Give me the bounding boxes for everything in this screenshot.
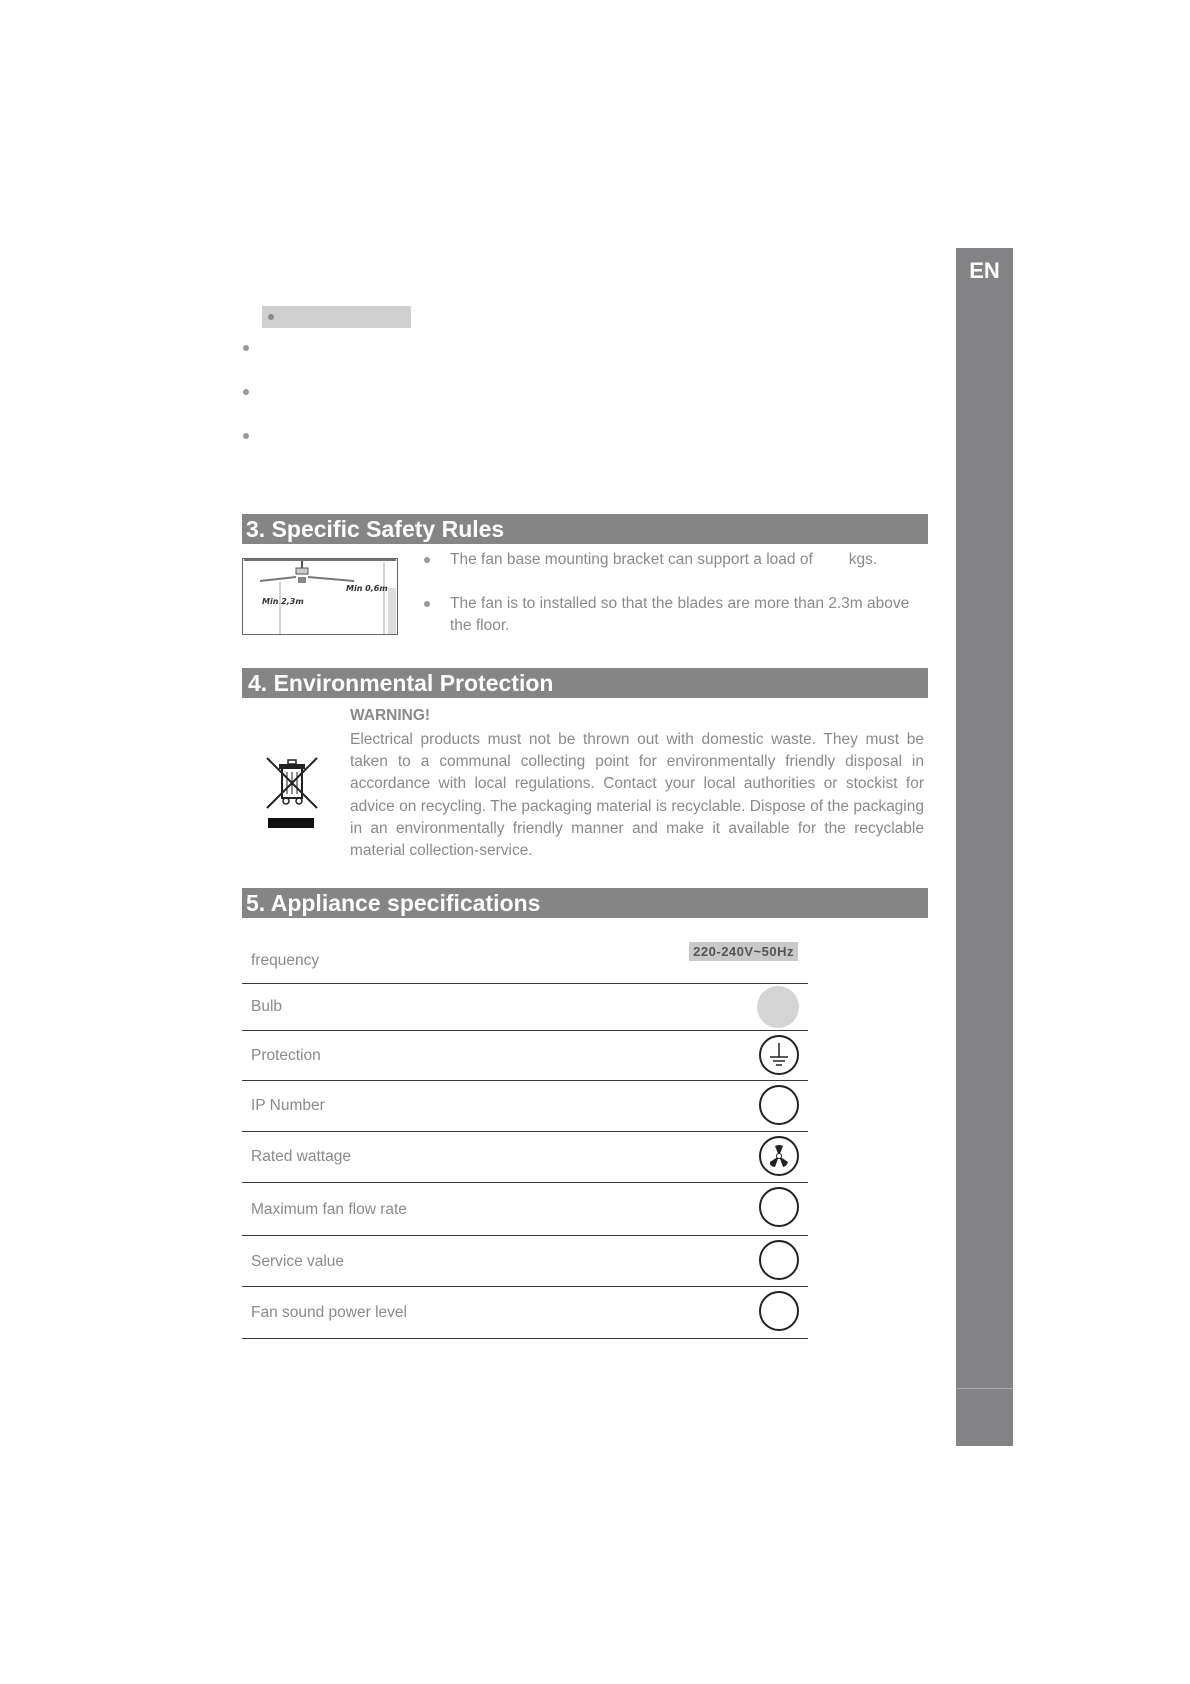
empty-circle-icon bbox=[759, 1240, 799, 1280]
language-label: EN bbox=[969, 258, 1000, 283]
table-row bbox=[242, 1236, 808, 1287]
diagram-label-floor: Min 2,3m bbox=[262, 597, 304, 606]
table-row bbox=[242, 1287, 808, 1339]
fan-clearance-diagram bbox=[242, 558, 398, 635]
safety-rule-item bbox=[424, 593, 928, 637]
empty-circle-icon bbox=[759, 1085, 799, 1125]
spec-label: Fan sound power level bbox=[251, 1304, 407, 1321]
spec-label: Rated wattage bbox=[251, 1148, 351, 1165]
grey-circle-icon bbox=[757, 986, 799, 1028]
table-row bbox=[242, 1081, 808, 1132]
empty-circle-icon bbox=[759, 1187, 799, 1227]
warning-title: WARNING! bbox=[350, 707, 431, 724]
earth-ground-icon bbox=[759, 1035, 799, 1075]
section-heading-safety: 3. Specific Safety Rules bbox=[242, 514, 928, 544]
bullet-dot bbox=[424, 557, 430, 563]
fan-icon bbox=[759, 1136, 799, 1176]
weee-crossed-bin-icon bbox=[264, 756, 322, 834]
rule-text: The fan is to installed so that the blades are more than 2.3m above the floor. bbox=[450, 595, 910, 634]
highlight-bar bbox=[262, 306, 411, 328]
rule-text: The fan base mounting bracket can support a load of bbox=[450, 551, 813, 568]
spec-label: Maximum fan flow rate bbox=[251, 1201, 407, 1218]
bullet-dot bbox=[243, 345, 249, 351]
section-heading-environment: 4. Environmental Protection bbox=[242, 668, 928, 698]
specifications-table bbox=[242, 932, 808, 1339]
section-heading-specs: 5. Appliance specifications bbox=[242, 888, 928, 918]
spec-label: Bulb bbox=[251, 998, 283, 1015]
table-row bbox=[242, 1183, 808, 1236]
language-side-tab bbox=[956, 248, 1013, 1446]
side-tab-divider bbox=[956, 1388, 1013, 1389]
bullet-dot bbox=[424, 601, 430, 607]
table-row bbox=[242, 1031, 808, 1081]
table-row bbox=[242, 984, 808, 1031]
table-row bbox=[242, 932, 808, 984]
spec-value-badge: 220-240V~50Hz bbox=[689, 942, 798, 961]
warning-text: Electrical products must not be thrown out with domestic waste. They must be taken to a communal collecting point for environmentally friendly disposal in accordance with local regulations. Contact your local authorities or stockist for advice on recycling. The packaging material is recyclable. Dispose of the packaging in an environmentally friendly manner and make it available for the recyclable material collection-service. bbox=[350, 731, 924, 860]
spec-label: IP Number bbox=[251, 1097, 325, 1114]
table-row bbox=[242, 1132, 808, 1183]
spec-label: Protection bbox=[251, 1047, 321, 1064]
bullet-dot bbox=[243, 389, 249, 395]
spec-label: Service value bbox=[251, 1253, 345, 1270]
spec-label: frequency bbox=[251, 952, 320, 969]
safety-rule-item bbox=[424, 549, 928, 571]
bullet-dot bbox=[268, 314, 274, 320]
empty-circle-icon bbox=[759, 1291, 799, 1331]
bullet-dot bbox=[243, 433, 249, 439]
rule-unit: kgs. bbox=[848, 551, 878, 568]
diagram-label-upper: Min 0,6m bbox=[346, 584, 388, 593]
